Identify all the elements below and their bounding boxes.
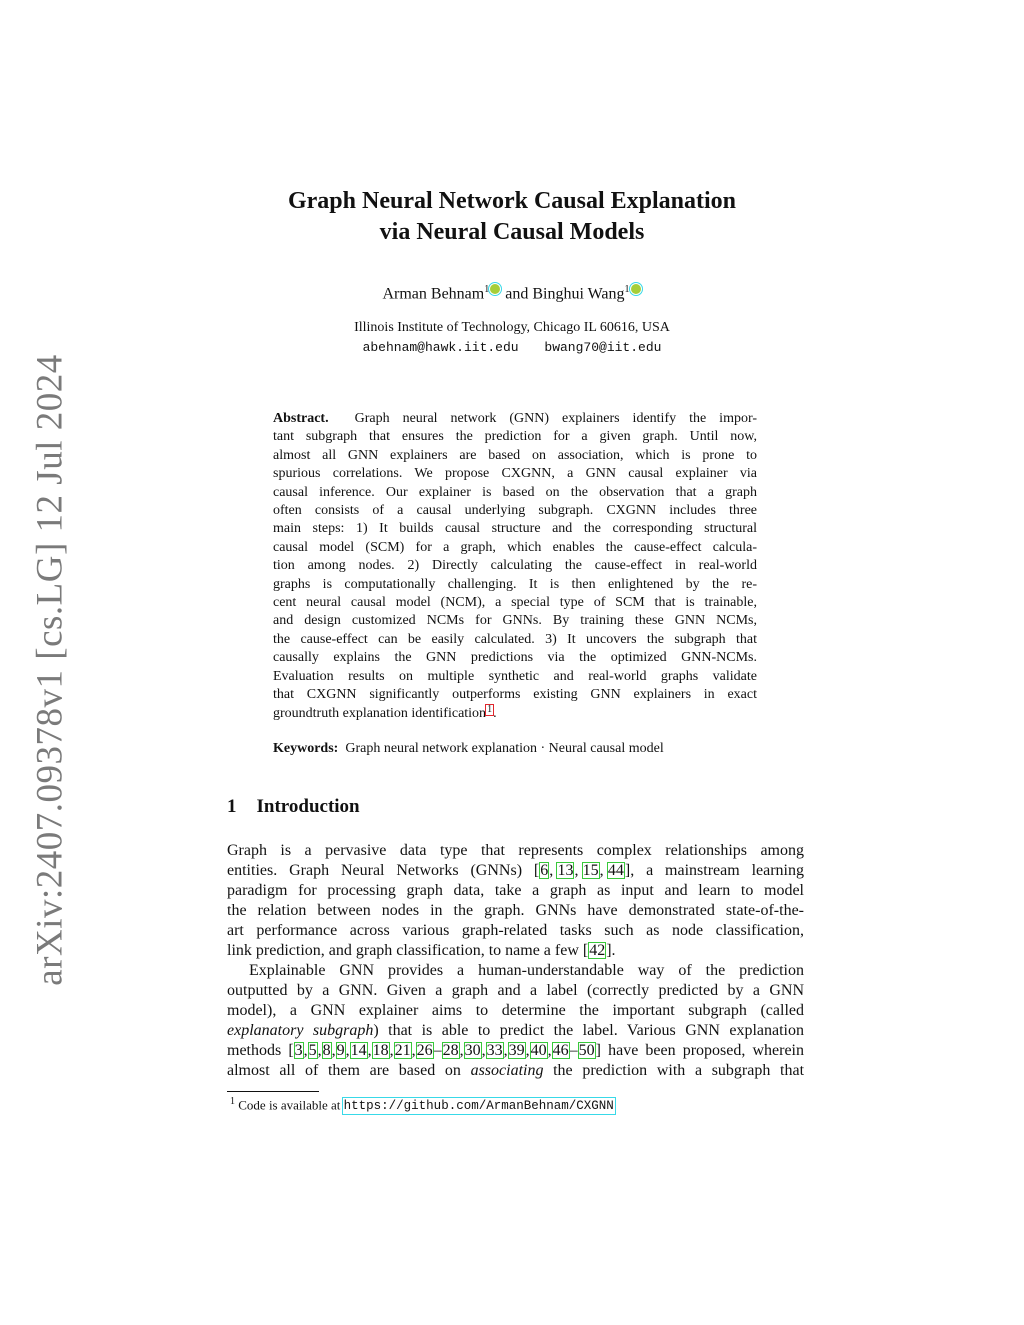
body-line: Explainable GNN provides a human-understandable way of the prediction <box>249 962 804 979</box>
citation-link[interactable]: 14 <box>350 1042 367 1059</box>
body-line: explanatory subgraph) that is able to predict the label. Various GNN explanation <box>227 1022 805 1039</box>
author-connector: and <box>505 285 529 303</box>
abstract-line: cent neural causal model (NCM), a special type of SCM that is trainable, <box>273 595 757 611</box>
citation-link[interactable]: 30 <box>464 1042 481 1059</box>
section-number: 1 <box>227 796 237 817</box>
affiliation-marker: 1 <box>484 284 490 295</box>
author-name: Binghui Wang <box>532 285 625 303</box>
citation-link[interactable]: 9 <box>336 1042 345 1059</box>
abstract-line: and design customized NCMs for GNNs. By training these GNN NCMs, <box>273 613 757 629</box>
email-address[interactable]: abehnam@hawk.iit.edu <box>362 340 519 355</box>
affiliation-marker: 1 <box>624 284 630 295</box>
citation-link[interactable]: 3 <box>294 1042 303 1059</box>
citation-link[interactable]: 44 <box>607 862 624 879</box>
footnote-reference-link[interactable]: 1 <box>487 703 493 715</box>
citation-link[interactable]: 46 <box>552 1042 569 1059</box>
body-line: paradigm for processing graph data, take a graph as input and learn to model <box>227 882 804 899</box>
body-line: model), a GNN explainer aims to determine the important subgraph (called <box>227 1002 804 1019</box>
citation-link[interactable]: 33 <box>486 1042 503 1059</box>
abstract-line: causal model (SCM) for a graph, which enables the cause-effect calcula- <box>273 539 757 555</box>
abstract-line: graphs is computationally challenging. It is then enlightened by the re- <box>273 576 757 592</box>
keywords-text: Graph neural network explanation · Neural causal model <box>345 741 664 756</box>
abstract-line: spurious correlations. We propose CXGNN, a GNN causal explainer via <box>273 466 757 482</box>
citation-link[interactable]: 5 <box>308 1042 317 1059</box>
abstract-line: Abstract. Graph neural network (GNN) explainers identify the impor- <box>273 411 758 426</box>
abstract-line: the cause-effect can be easily calculated. 3) It uncovers the subgraph that <box>273 631 757 647</box>
citation-link[interactable]: 18 <box>372 1042 389 1059</box>
author-list <box>0 284 1024 303</box>
paper-title-line-2: via Neural Causal Models <box>379 219 645 245</box>
footnote-mark: 1 <box>230 1096 235 1107</box>
arxiv-identifier: arXiv:2407.09378v1 [cs.LG] 12 Jul 2024 <box>29 354 71 986</box>
citation-link[interactable]: 39 <box>508 1042 525 1059</box>
introduction-body <box>227 841 804 1081</box>
footnote <box>230 1096 614 1113</box>
citation-link[interactable]: 50 <box>578 1042 595 1059</box>
abstract-line: groundtruth explanation identification1. <box>273 703 497 721</box>
abstract-line: Evaluation results on multiple synthetic and real-world graphs validate <box>273 668 757 684</box>
abstract-line: causal inference. Our explainer is based on the observation that a graph <box>273 484 757 500</box>
citation-link[interactable]: 21 <box>394 1042 411 1059</box>
citation-link[interactable]: 13 <box>557 862 574 879</box>
body-line: Graph is a pervasive data type that represents complex relationships among <box>227 842 804 859</box>
keywords-label: Keywords: <box>273 741 339 756</box>
citation-link[interactable]: 28 <box>442 1042 459 1059</box>
abstract-line: almost all GNN explainers are based on association, which is prone to <box>273 447 757 463</box>
footnote-rule <box>227 1091 319 1092</box>
citation-link[interactable]: 42 <box>589 942 606 959</box>
citation-link[interactable]: 40 <box>530 1042 547 1059</box>
body-line: art performance across various graph-related tasks such as node classification, <box>227 922 804 939</box>
email-list <box>0 340 1024 355</box>
citation-link[interactable]: 26 <box>416 1042 433 1059</box>
email-address[interactable]: bwang70@iit.edu <box>544 340 662 355</box>
section-heading <box>227 796 360 818</box>
abstract <box>273 410 757 723</box>
abstract-line: that CXGNN significantly outperforms existing GNN explainers in exact <box>273 687 757 703</box>
body-line: outputted by a GNN. Given a graph and a label (correctly predicted by a GNN <box>227 982 804 999</box>
abstract-line: main steps: 1) It builds causal structure and the corresponding structural <box>273 521 757 537</box>
footnote-text: Code is available at <box>238 1097 341 1113</box>
keywords <box>273 741 664 757</box>
arxiv-side-stamp <box>20 354 80 986</box>
body-line: methods [3,5,8,9,14,18,21,26–28,30,33,39,40,46–50] have been proposed, wherein <box>227 1042 805 1059</box>
author-name: Arman Behnam <box>382 285 485 303</box>
section-title: Introduction <box>256 796 360 817</box>
citation-link[interactable]: 15 <box>582 862 599 879</box>
abstract-line: tion among nodes. 2) Directly calculating the cause-effect in real-world <box>273 558 757 574</box>
abstract-line: tant subgraph that ensures the prediction for a given graph. Until now, <box>273 429 757 445</box>
orcid-icon[interactable] <box>631 284 641 294</box>
emphasis: associating <box>470 1062 544 1079</box>
body-line: almost all of them are based on associating the prediction with a subgraph that <box>227 1062 805 1079</box>
repository-link[interactable]: https://github.com/ArmanBehnam/CXGNN <box>343 1099 614 1114</box>
body-line: entities. Graph Neural Networks (GNNs) [6, 13, 15, 44], a mainstream learning <box>227 862 805 879</box>
abstract-line: often consists of a causal underlying subgraph. CXGNN includes three <box>273 503 757 519</box>
paper-title-line-1: Graph Neural Network Causal Explanation <box>287 188 737 214</box>
body-line: link prediction, and graph classification, to name a few [42]. <box>227 942 616 959</box>
abstract-label: Abstract. <box>273 411 329 426</box>
affiliation: Illinois Institute of Technology, Chicago IL 60616, USA <box>354 320 670 335</box>
abstract-line: causally explains the GNN predictions via the optimized GNN-NCMs. <box>273 650 757 666</box>
citation-link[interactable]: 8 <box>322 1042 331 1059</box>
emphasis: explanatory subgraph <box>227 1022 374 1039</box>
citation-link[interactable]: 6 <box>540 862 549 879</box>
orcid-icon[interactable] <box>490 284 500 294</box>
body-line: the relation between nodes in the graph. GNNs have demonstrated state-of-the- <box>227 902 804 919</box>
citation-group: 3,5,8,9,14,18,21,26–28,30,33,39,40,46–50 <box>294 1042 595 1059</box>
